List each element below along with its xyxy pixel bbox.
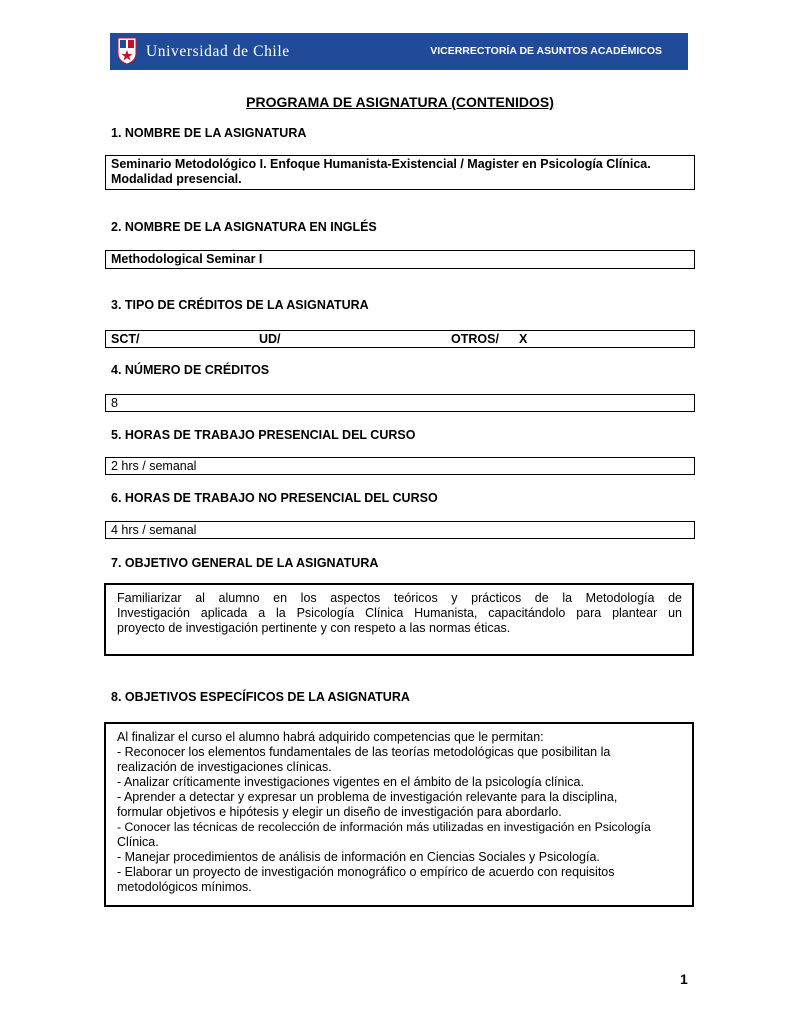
university-crest-icon	[117, 37, 137, 65]
specific-objective-line: - Aprender a detectar y expresar un problema de investigación relevante para la disciplina,	[117, 790, 618, 804]
section-3-box	[105, 330, 695, 348]
specific-objective-line: realización de investigaciones clínicas.	[117, 760, 332, 774]
section-5-heading: 5. HORAS DE TRABAJO PRESENCIAL DEL CURSO	[111, 428, 416, 442]
section-6-box	[105, 521, 695, 539]
specific-objective-line: - Reconocer los elementos fundamentales de las teorías metodológicas que posibilitan la	[117, 745, 611, 759]
section-6-heading: 6. HORAS DE TRABAJO NO PRESENCIAL DEL CURSO	[111, 491, 438, 505]
specific-objective-line: formular objetivos e hipótesis y elegir un diseño de investigación para abordarlo.	[117, 805, 562, 819]
general-objective-line2: Investigación aplicada a la Psicología Clínica Humanista, capacitándolo para plantear un	[117, 606, 682, 620]
credit-otros-label: OTROS/	[451, 332, 499, 346]
credit-sct-label: SCT/	[111, 332, 140, 346]
specific-objective-line: Al finalizar el curso el alumno habrá adquirido competencias que le permitan:	[117, 730, 544, 744]
section-4-box	[105, 394, 695, 412]
specific-objective-line: - Analizar críticamente investigaciones vigentes en el ámbito de la psicología clínica.	[117, 775, 584, 789]
general-objective-line3: proyecto de investigación pertinente y con respeto a las normas éticas.	[117, 621, 511, 635]
specific-objective-line: - Manejar procedimientos de análisis de información en Ciencias Sociales y Psicología.	[117, 850, 600, 864]
credit-ud-label: UD/	[259, 332, 281, 346]
section-4-heading: 4. NÚMERO DE CRÉDITOS	[111, 363, 270, 377]
document-title: PROGRAMA DE ASIGNATURA (CONTENIDOS)	[246, 94, 554, 110]
vicerrectoria-label: VICERRECTORÍA DE ASUNTOS ACADÉMICOS	[430, 45, 662, 57]
credit-number: 8	[111, 396, 118, 410]
specific-objective-line: - Conocer las técnicas de recolección de información más utilizadas en investigación en Psicología	[117, 820, 651, 834]
section-8-heading: 8. OBJETIVOS ESPECÍFICOS DE LA ASIGNATURA	[111, 690, 410, 704]
section-2-heading: 2. NOMBRE DE LA ASIGNATURA EN INGLÉS	[111, 220, 377, 234]
non-presential-hours: 4 hrs / semanal	[111, 523, 197, 537]
section-1-heading: 1. NOMBRE DE LA ASIGNATURA	[111, 126, 307, 140]
page-number: 1	[680, 971, 688, 987]
credit-otros-mark: X	[519, 332, 528, 346]
section-3-heading: 3. TIPO DE CRÉDITOS DE LA ASIGNATURA	[111, 298, 369, 312]
general-objective-line1: Familiarizar al alumno en los aspectos teóricos y prácticos de la Metodología de	[117, 591, 682, 605]
section-7-heading: 7. OBJETIVO GENERAL DE LA ASIGNATURA	[111, 556, 379, 570]
presential-hours: 2 hrs / semanal	[111, 459, 197, 473]
course-name-english: Methodological Seminar I	[111, 252, 263, 266]
section-2-box	[105, 250, 695, 269]
specific-objective-line: - Elaborar un proyecto de investigación monográfico o empírico de acuerdo con requisitos	[117, 865, 615, 879]
section-1-box	[105, 155, 695, 190]
specific-objective-line: Clínica.	[117, 835, 159, 849]
university-name: Universidad de Chile	[146, 43, 290, 60]
section-5-box	[105, 457, 695, 475]
university-banner	[110, 33, 688, 70]
specific-objective-line: metodológicos mínimos.	[117, 880, 252, 894]
course-name-line2: Modalidad presencial.	[111, 172, 242, 186]
section-8-box	[104, 722, 694, 907]
course-name-line1: Seminario Metodológico I. Enfoque Humanista-Existencial / Magister en Psicología Clínica.	[111, 157, 651, 171]
section-7-box	[104, 583, 694, 656]
